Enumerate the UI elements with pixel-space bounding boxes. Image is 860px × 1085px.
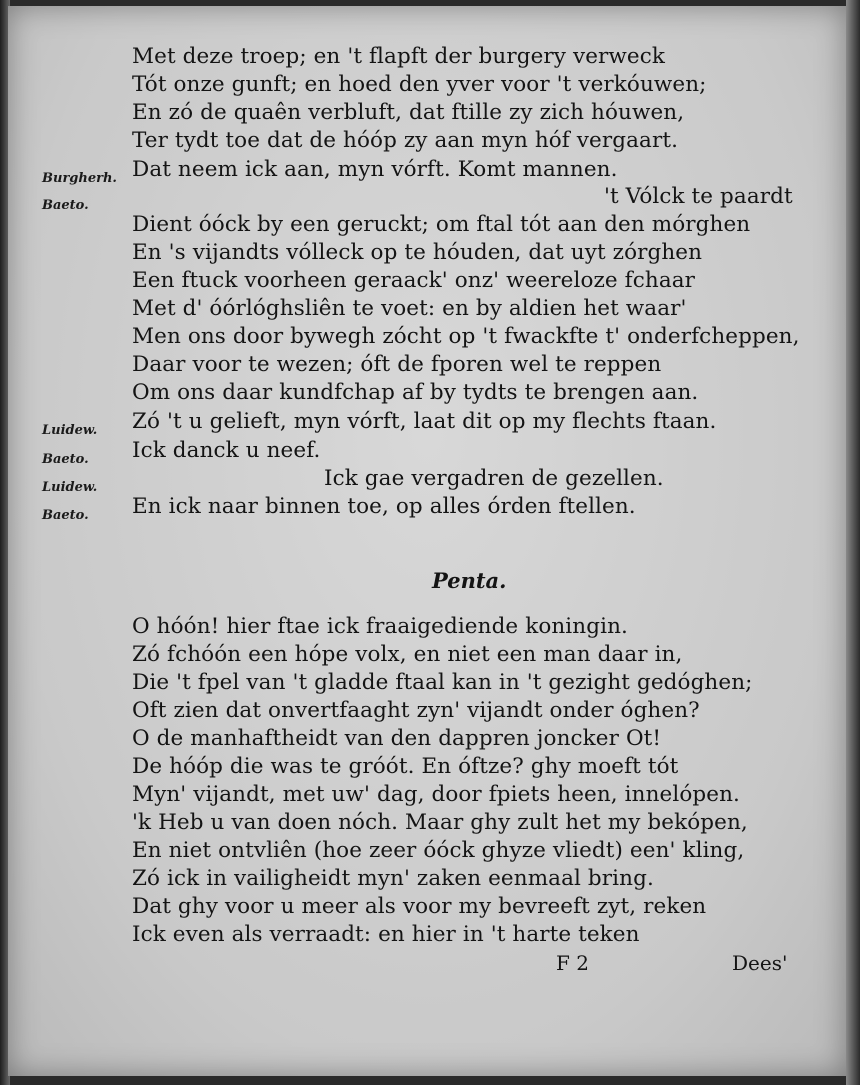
- catchword: Dees': [732, 951, 788, 975]
- speaker-label: Baeto.: [42, 452, 89, 467]
- verse-line-16: Ick gae vergadren de gezellen.: [324, 466, 664, 491]
- signature-mark: F 2: [556, 951, 589, 975]
- verse-line-21: Oft zien dat onvertfaaght zyn' vijandt onder óghen?: [132, 698, 700, 723]
- verse-line-25: 'k Heb u van doen nóch. Maar ghy zult het my bekópen,: [132, 810, 748, 835]
- speaker-label: Burgherh.: [42, 171, 117, 186]
- verse-line-19: Zó fchóón een hópe volx, en niet een man daar in,: [132, 642, 683, 667]
- verse-line-1: Met deze troep; en 't flapft der burgery verweck: [132, 44, 666, 69]
- verse-line-11: Men ons door bywegh zócht op 't fwackfte t' onderfcheppen,: [132, 324, 800, 349]
- verse-line-24: Myn' vijandt, met uw' dag, door fpiets heen, innelópen.: [132, 782, 740, 807]
- verse-line-12: Daar voor te wezen; óft de fporen wel te reppen: [132, 352, 662, 377]
- scene-heading: Penta.: [432, 568, 507, 593]
- verse-line-27: Zó ick in vailigheidt myn' zaken eenmaal bring.: [132, 866, 654, 891]
- verse-line-3: En zó de quaên verbluft, dat ftille zy zich hóuwen,: [132, 100, 685, 125]
- verse-line-6: 't Vólck te paardt: [604, 184, 793, 209]
- verse-line-9: Een ftuck voorheen geraack' onz' weereloze fchaar: [132, 268, 696, 293]
- verse-line-26: En niet ontvliên (hoe zeer óóck ghyze vliedt) een' kling,: [132, 838, 745, 863]
- speaker-label: Baeto.: [42, 198, 89, 213]
- verse-line-15: Ick danck u neef.: [132, 438, 321, 463]
- page-edge: [846, 0, 860, 1085]
- verse-line-13: Om ons daar kundfchap af by tydts te brengen aan.: [132, 380, 699, 405]
- verse-line-23: De hóóp die was te gróót. En óftze? ghy moeft tót: [132, 754, 679, 779]
- verse-line-22: O de manhaftheidt van den dappren joncker Ot!: [132, 726, 662, 751]
- book-page: [8, 6, 846, 1076]
- verse-line-7: Dient óóck by een geruckt; om ftal tót aan den mórghen: [132, 212, 751, 237]
- verse-line-17: En ick naar binnen toe, op alles órden ftellen.: [132, 494, 636, 519]
- verse-line-2: Tót onze gunft; en hoed den yver voor 't verkóuwen;: [132, 72, 707, 97]
- verse-line-18: O hóón! hier ftae ick fraaigediende koningin.: [132, 614, 628, 639]
- verse-line-14: Zó 't u gelieft, myn vórft, laat dit op my flechts ftaan.: [132, 409, 717, 434]
- verse-line-8: En 's vijandts vólleck op te hóuden, dat uyt zórghen: [132, 240, 703, 265]
- speaker-label: Luidew.: [42, 480, 98, 495]
- verse-line-10: Met d' óórlóghsliên te voet: en by aldien het waar': [132, 296, 687, 321]
- verse-line-29: Ick even als verraadt: en hier in 't harte teken: [132, 922, 640, 947]
- verse-line-28: Dat ghy voor u meer als voor my bevreeft zyt, reken: [132, 894, 707, 919]
- verse-line-5: Dat neem ick aan, myn vórft. Komt mannen.: [132, 157, 618, 182]
- verse-line-20: Die 't fpel van 't gladde ftaal kan in 't gezight gedóghen;: [132, 670, 753, 695]
- verse-line-4: Ter tydt toe dat de hóóp zy aan myn hóf vergaart.: [132, 128, 679, 153]
- speaker-label: Luidew.: [42, 423, 98, 438]
- speaker-label: Baeto.: [42, 508, 89, 523]
